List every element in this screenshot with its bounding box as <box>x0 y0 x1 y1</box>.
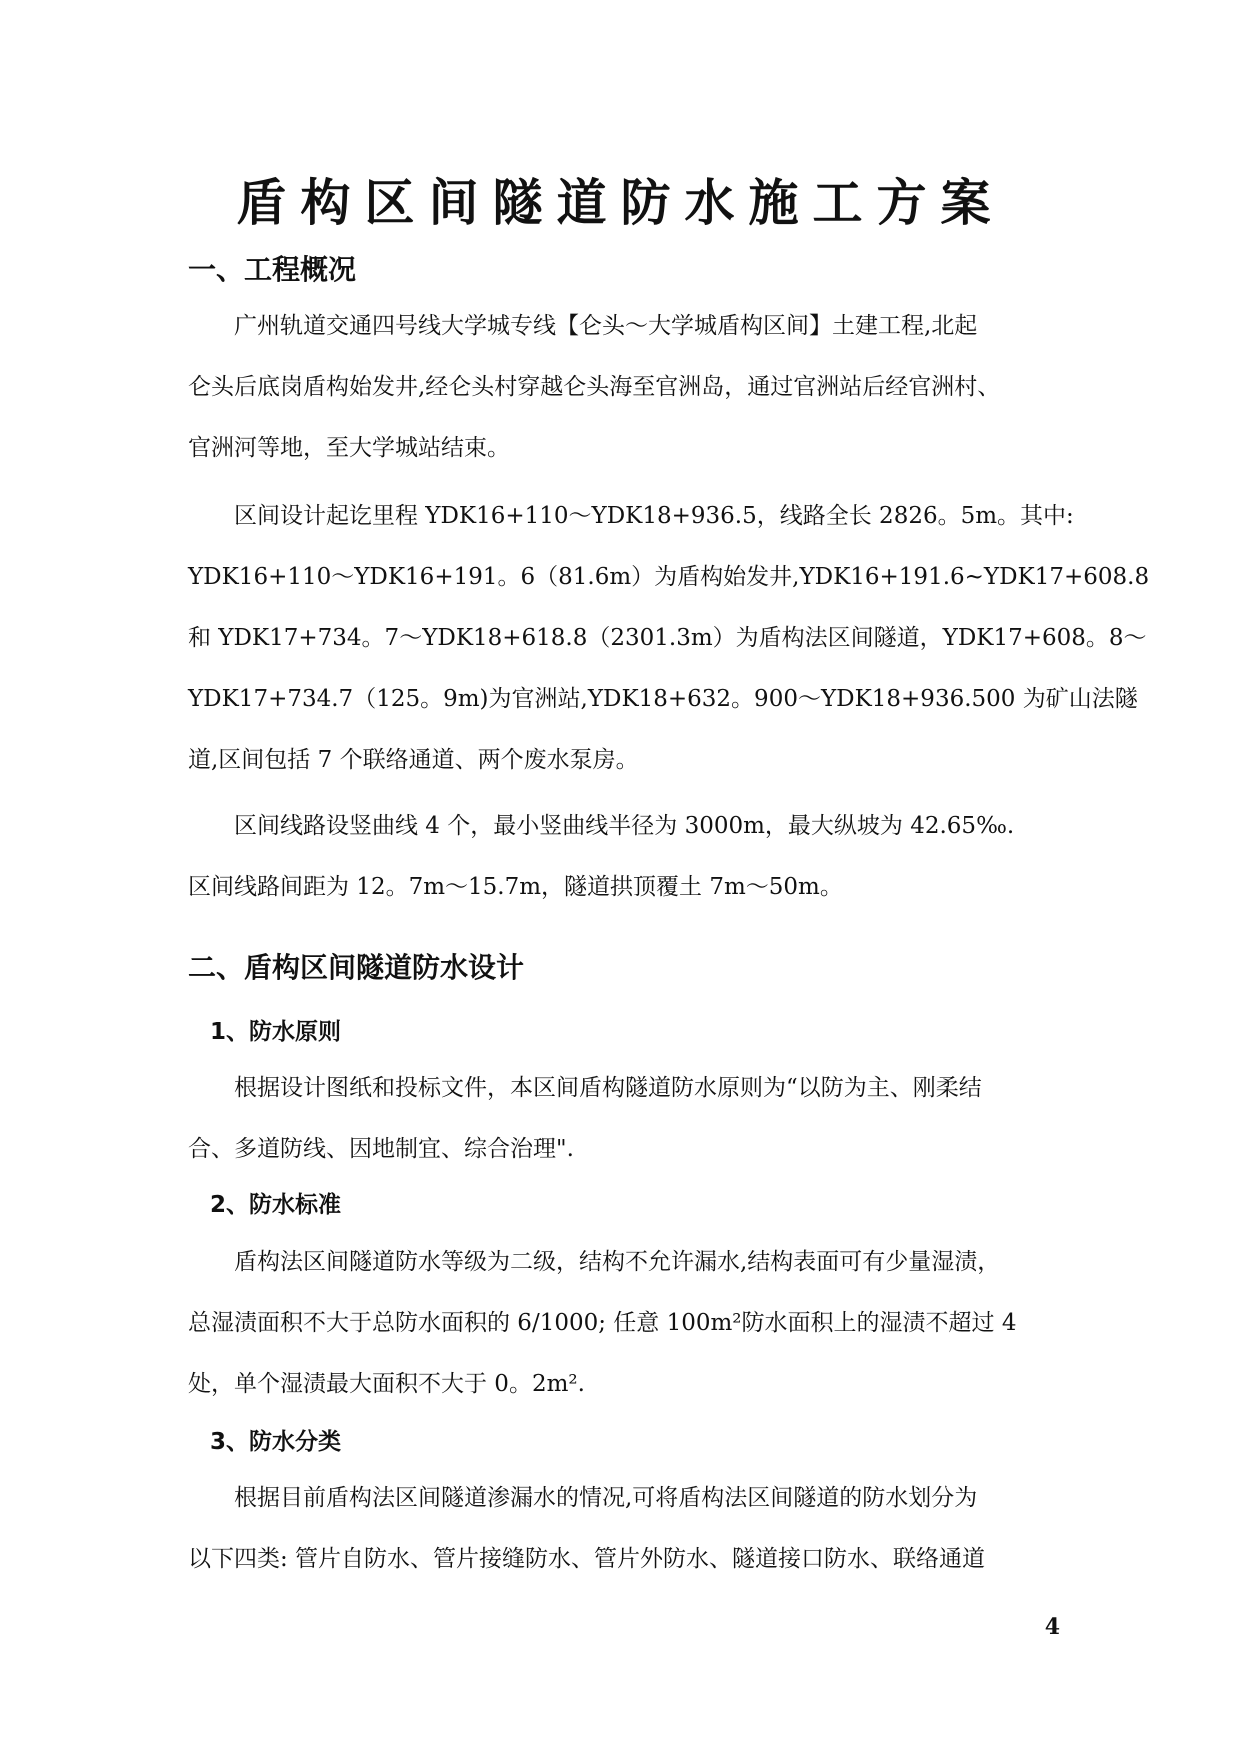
subsection-heading-principle: 1、防水原则 <box>210 1019 342 1045</box>
text-line: 以下四类: 管片自防水、管片接缝防水、管片外防水、隧道接口防水、联络通道 <box>188 1546 986 1572</box>
text-line: 道,区间包括 7 个联络通道、两个废水泵房。 <box>188 747 639 773</box>
text-line: YDK16+110～YDK16+191。6（81.6m）为盾构始发井,YDK16+191.6~YDK17+608.8 <box>188 564 1150 590</box>
paragraph-classification <box>188 1468 1056 1590</box>
text-line: 根据设计图纸和投标文件，本区间盾构隧道防水原则为“以防为主、刚柔结 <box>188 1075 982 1101</box>
text-line: 区间设计起讫里程 YDK16+110～YDK18+936.5，线路全长 2826。5m。其中: <box>188 503 1074 529</box>
text-line: 合、多道防线、因地制宜、综合治理". <box>188 1136 574 1162</box>
document-title: 盾构区间隧道防水施工方案 <box>236 173 1005 232</box>
paragraph-project-location <box>188 296 1056 479</box>
text-line: 处，单个湿渍最大面积不大于 0。2m². <box>188 1371 585 1397</box>
text-line: 广州轨道交通四号线大学城专线【仑头～大学城盾构区间】土建工程,北起 <box>188 313 978 339</box>
text-line: 盾构法区间隧道防水等级为二级，结构不允许漏水,结构表面可有少量湿渍， <box>188 1249 1001 1275</box>
text-line: 区间线路间距为 12。7m～15.7m，隧道拱顶覆土 7m～50m。 <box>188 874 843 900</box>
text-line: 总湿渍面积不大于总防水面积的 6/1000; 任意 100m²防水面积上的湿渍不超过 4 <box>188 1310 1017 1336</box>
paragraph-mileage <box>188 486 1150 791</box>
text-line: 官洲河等地，至大学城站结束。 <box>188 435 510 461</box>
paragraph-standard <box>188 1232 1056 1415</box>
text-line: YDK17+734.7（125。9m)为官洲站,YDK18+632。900～YDK18+936.500 为矿山法隧 <box>188 686 1138 712</box>
text-line: 区间线路设竖曲线 4 个，最小竖曲线半径为 3000m，最大纵坡为 42.65‰. <box>188 813 1015 839</box>
page-number: 4 <box>1044 1614 1060 1640</box>
text-line: 和 YDK17+734。7～YDK18+618.8（2301.3m）为盾构法区间隧道，YDK17+608。8～ <box>188 625 1147 651</box>
subsection-heading-classification: 3、防水分类 <box>210 1429 342 1455</box>
section-heading-waterproof-design: 二、盾构区间隧道防水设计 <box>188 951 525 984</box>
paragraph-alignment <box>188 796 1056 918</box>
paragraph-principle <box>188 1058 1056 1180</box>
section-heading-project-overview: 一、工程概况 <box>188 253 357 286</box>
text-line: 仑头后底岗盾构始发井,经仑头村穿越仑头海至官洲岛，通过官洲站后经官洲村、 <box>188 374 1001 400</box>
text-line: 根据目前盾构法区间隧道渗漏水的情况,可将盾构法区间隧道的防水划分为 <box>188 1485 978 1511</box>
subsection-heading-standard: 2、防水标准 <box>210 1192 342 1218</box>
